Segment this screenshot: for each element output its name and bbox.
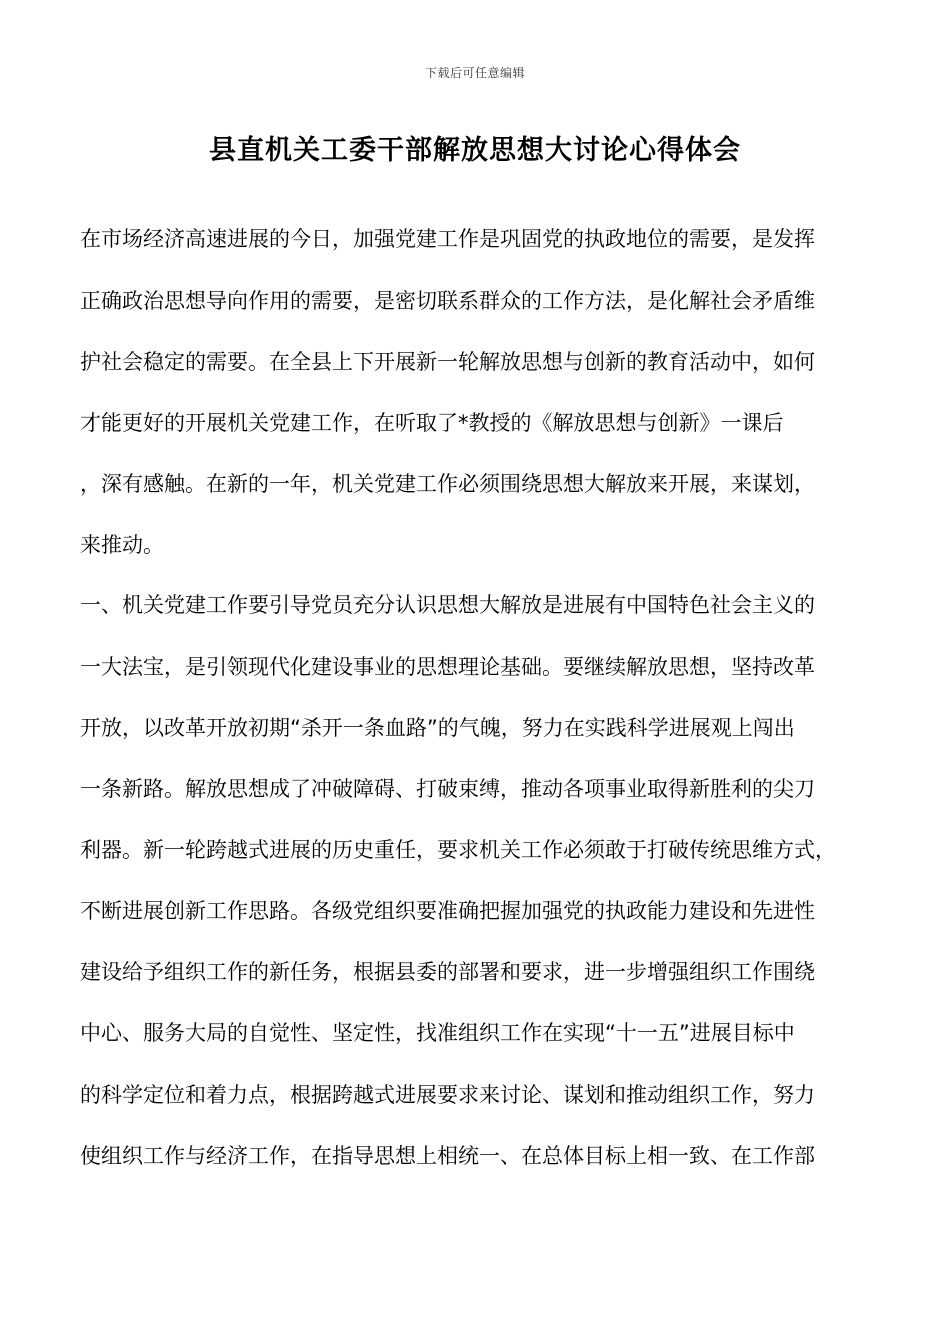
body-line: 中心、服务大局的自觉性、坚定性，找准组织工作在实现“十一五”进展目标中 <box>80 1021 795 1045</box>
body-line: 正确政治思想导向作用的需要，是密切联系群众的工作方法，是化解社会矛盾维 <box>80 289 815 313</box>
body-line: 利器。新一轮跨越式进展的历史重任，要求机关工作必须敢于打破传统思维方式， <box>80 838 836 862</box>
body-line: 护社会稳定的需要。在全县上下开展新一轮解放思想与创新的教育活动中，如何 <box>80 350 815 374</box>
document-title: 县直机关工委干部解放思想大讨论心得体会 <box>209 135 741 166</box>
body-line: 一大法宝，是引领现代化建设事业的思想理论基础。要继续解放思想，坚持改革 <box>80 655 815 679</box>
body-line: 来推动。 <box>80 533 164 557</box>
body-line: 才能更好的开展机关党建工作，在听取了*教授的《解放思想与创新》一课后 <box>80 411 784 435</box>
body-line: 一条新路。解放思想成了冲破障碍、打破束缚，推动各项事业取得新胜利的尖刀 <box>80 777 815 801</box>
body-line: 建设给予组织工作的新任务，根据县委的部署和要求，进一步增强组织工作围绕 <box>80 960 815 984</box>
body-line: 开放，以改革开放初期“杀开一条血路”的气魄，努力在实践科学进展观上闯出 <box>80 716 795 740</box>
body-line: 一、机关党建工作要引导党员充分认识思想大解放是进展有中国特色社会主义的 <box>80 593 815 617</box>
body-line: 不断进展创新工作思路。各级党组织要准确把握加强党的执政能力建设和先进性 <box>80 899 815 923</box>
body-line: 使组织工作与经济工作，在指导思想上相统一、在总体目标上相一致、在工作部 <box>80 1144 815 1168</box>
body-line: 的科学定位和着力点，根据跨越式进展要求来讨论、谋划和推动组织工作，努力 <box>80 1083 815 1107</box>
body-line: 在市场经济高速进展的今日，加强党建工作是巩固党的执政地位的需要，是发挥 <box>80 227 815 251</box>
body-line: ，深有感触。在新的一年，机关党建工作必须围绕思想大解放来开展，来谋划， <box>80 472 815 496</box>
header-note: 下载后可任意编辑 <box>424 66 525 80</box>
